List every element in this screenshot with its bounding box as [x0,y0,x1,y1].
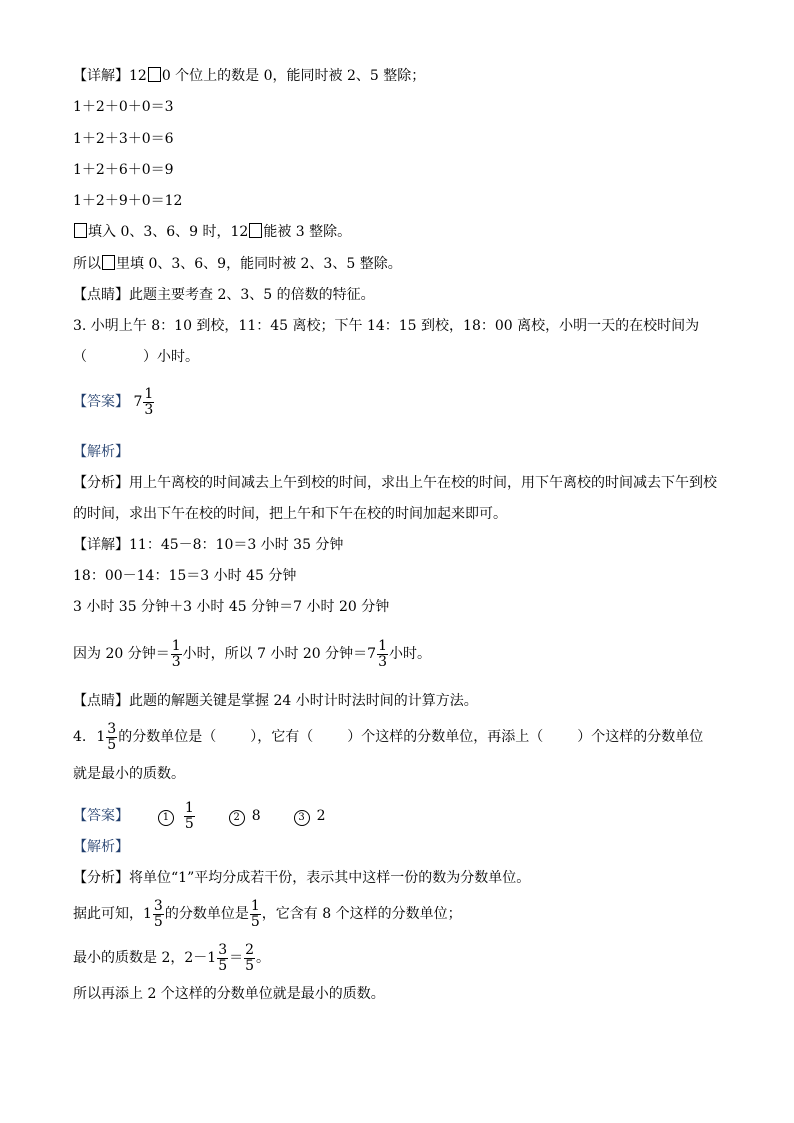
detail-line-2: 18：00－14：15＝3 小时 45 分钟 [73,568,297,584]
equation-3: 1＋2＋6＋0＝9 [73,162,174,178]
answer-label: 【答案】 [73,808,129,824]
question-4-line2: 就是最小的质数。 [73,766,185,782]
hence-line: 据此可知， 1 $\frac{3}{5}$ 的分数单位是 $\frac{1}{5}$ ，它含有 8 个这样的分数单位； [73,896,462,932]
prime-line: 最小的质数是 2，2－ 1 $\frac{3}{5}$ ＝ $\frac{2}{5}$ 。 [73,940,270,976]
analysis-line1: 【分析】用上午离校的时间减去上午到校的时间，求出上午在校的时间，用下午离校的时间减去下午到校 [73,475,717,491]
blank-box [102,255,115,270]
answer-line: 【答案】 1 $\frac{1}{5}$ 2 8 3 2 [73,799,326,832]
analysis-line2: 的时间，求出下午在校的时间，把上午和下午在校的时间加起来即可。 [73,506,507,522]
answer-mixed-number: 7 $\frac{1}{3}$ [133,385,154,418]
fraction: $\frac{1}{5}$ [184,799,194,832]
equation-2: 1＋2＋3＋0＝6 [73,131,174,147]
fraction: $\frac{1}{5}$ [250,897,260,930]
detail-line: 【详解】12 0 个位上的数是 0，能同时被 2、5 整除； [73,68,426,84]
detail-line: 【详解】11：45－8：10＝3 小时 35 分钟 [73,537,344,553]
explain-label: 【解析】 [73,839,129,855]
because-line: 因为 20 分钟＝ $\frac{1}{3}$ 小时，所以 7 小时 20 分钟＝7 $\frac{1}{3}$ 小时。 [73,637,431,670]
mixed-number: 1 $\frac{3}{5}$ [96,720,117,753]
analysis-label: 【分析】 [73,870,129,886]
question-4-line1: 4. 1 $\frac{3}{5}$ 的分数单位是（ ），它有（ ）个这样的分数单位，再添上（ ）个这样的分数单位 [73,719,703,755]
mixed-number: 1 $\frac{3}{5}$ [143,897,163,930]
answer-label: 【答案】 [73,394,129,410]
question-3-line2: （ ）小时。 [73,349,199,365]
circled-number-2: 2 [229,810,245,826]
explain-label: 【解析】 [73,444,129,460]
blank-box [74,223,87,238]
fraction: $\frac{1}{3}$ [171,637,181,670]
question-3-line1: 3. 小明上午 8：10 到校，11：45 离校；下午 14：15 到校，18：00 离校，小明一天的在校时间为 [73,318,700,334]
final-line: 所以再添上 2 个这样的分数单位就是最小的质数。 [73,986,385,1002]
detail-label: 【详解】 [73,68,129,84]
blank-box [249,223,262,238]
detail-label: 【详解】 [73,537,129,553]
note-line: 【点睛】此题主要考查 2、3、5 的倍数的特征。 [73,287,375,303]
circled-number-1: 1 [158,810,174,826]
fill-line: 填入 0、3、6、9 时，12 能被 3 整除。 [73,222,351,242]
note-label: 【点睛】 [73,287,129,303]
analysis-line: 【分析】将单位“1”平均分成若干份，表示其中这样一份的数为分数单位。 [73,870,531,886]
note-line: 【点睛】此题的解题关键是掌握 24 小时计时法时间的计算方法。 [73,693,478,709]
analysis-label: 【分析】 [73,475,129,491]
fraction: $\frac{2}{5}$ [245,941,255,974]
equation-4: 1＋2＋9＋0＝12 [73,193,183,209]
equation-1: 1＋2＋0＋0＝3 [73,99,174,115]
circled-number-3: 3 [294,810,310,826]
note-label: 【点睛】 [73,693,129,709]
blank-box [148,67,161,82]
detail-line-3: 3 小时 35 分钟＋3 小时 45 分钟＝7 小时 20 分钟 [73,599,390,615]
mixed-number: 1 $\frac{3}{5}$ [207,941,228,974]
fraction: $\frac{1}{3}$ [378,637,387,670]
so-line: 所以 里填 0、3、6、9，能同时被 2、3、5 整除。 [73,256,402,272]
answer-line [73,384,155,420]
